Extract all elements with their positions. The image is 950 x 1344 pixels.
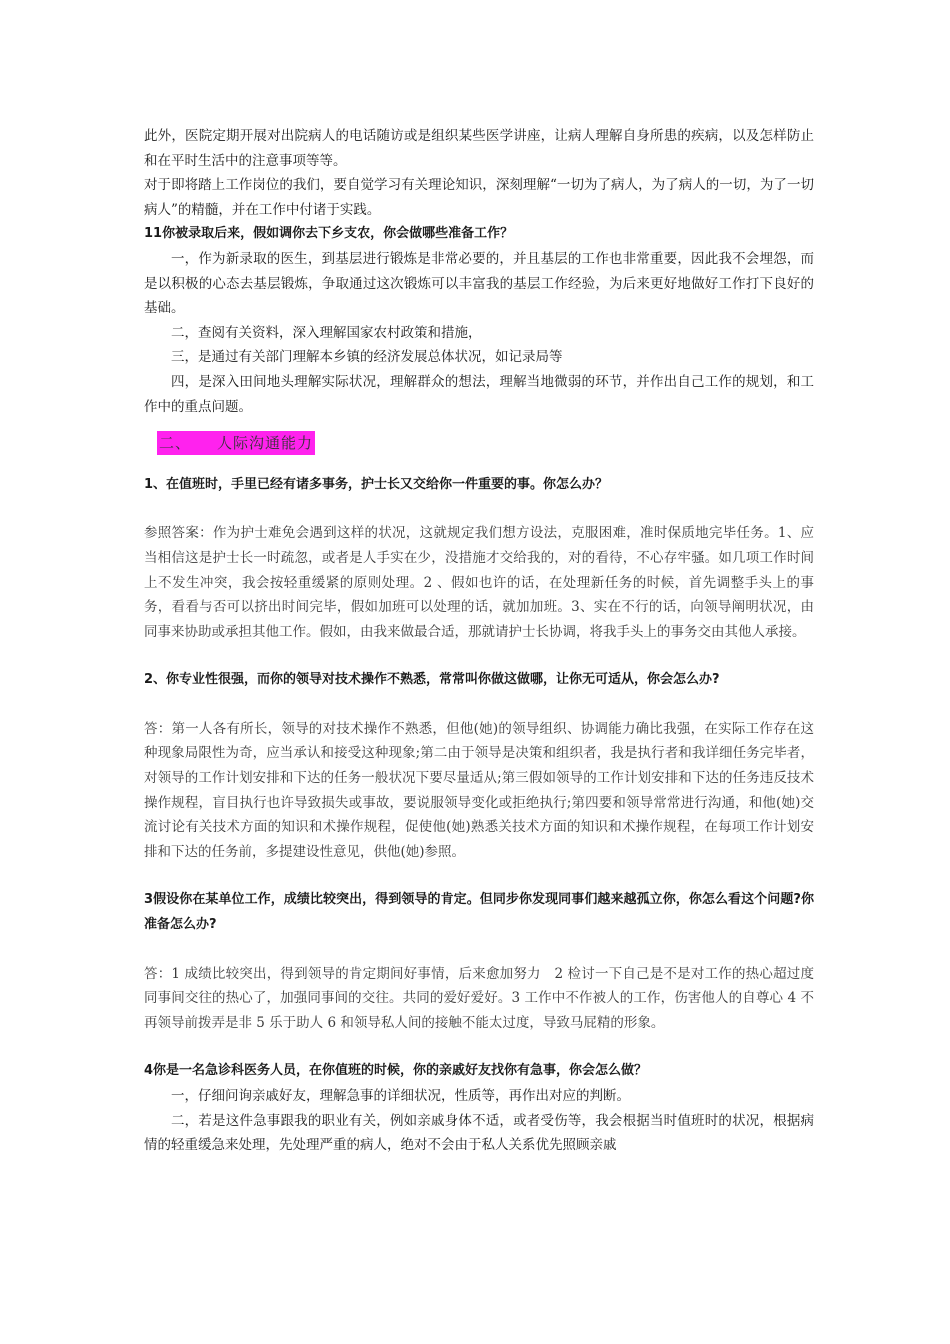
section-title: 人际沟通能力 bbox=[217, 434, 314, 453]
section-number: 二、 bbox=[159, 434, 192, 453]
paragraph-practice: 对于即将踏上工作岗位的我们，要自觉学习有关理论知识，深刻理解“一切为了病人，为了病人的一切，为了一切病人”的精髓，并在工作中付诸于实践。 bbox=[144, 177, 814, 218]
question-1: 1、在值班时，手里已经有诸多事务，护士长又交给你一件重要的事。你怎么办？ bbox=[144, 476, 609, 492]
answer-11-point-4: 四，是深入田间地头理解实际状况，理解群众的想法，理解当地微弱的环节，并作出自己工作的规划，和工作中的重点问题。 bbox=[144, 373, 814, 415]
answer-2: 答：第一人各有所长，领导的对技术操作不熟悉，但他(她)的领导组织、协调能力确比我强，在实际工作存在这种现象局限性为奇，应当承认和接受这种现象;第二由于领导是决策和组织者，我是执行者和我详细任务完毕者，对领导的工作计划安排和下达的任务一般状况下要尽量适从;第三假如领导的工作计划安排和下达的任务违反技术操作规程，盲目执行也许导致损失或事故，要说服领导变化或拒绝执行;第四要和领导常常进行沟通，和他(她)交流讨论有关技术方面的知识和术操作规程，促使他(她)熟悉关技术方面的知识和术操作规程，在每项工作计划安排和下达的任务前，多提建设性意见，供他(她)参照。 bbox=[144, 720, 814, 860]
question-3: 3假设你在某单位工作，成绩比较突出，得到领导的肯定。但同步你发现同事们越来越孤立你，你怎么看这个问题?你准备怎么办? bbox=[144, 892, 814, 933]
question-11: 11你被录取后来，假如调你去下乡支农，你会做哪些准备工作？ bbox=[144, 226, 514, 242]
section-heading-wrap bbox=[157, 431, 814, 457]
question-2: 2、你专业性很强，而你的领导对技术操作不熟悉，常常叫你做这做哪，让你无可适从，你会怎么办? bbox=[144, 672, 720, 688]
paragraph-follow-up: 此外，医院定期开展对出院病人的电话随访或是组织某些医学讲座，让病人理解自身所患的疾病，以及怎样防止和在平时生活中的注意事项等等。 bbox=[144, 128, 814, 169]
document-body bbox=[144, 124, 814, 1158]
answer-3: 答：1 成绩比较突出，得到领导的肯定期间好事情，后来愈加努力 2 检讨一下自己是不是对工作的热心超过度同事间交往的热心了，加强同事间的交往。共同的爱好爱好。3 工作中不作被人的工作，伤害他人的自尊心 4 不再领导前拨弄是非 5 乐于助人 6 和领导私人间的接触不能太过度，导致马屁精的形象。 bbox=[144, 965, 814, 1031]
answer-4-point-1: 一，仔细问询亲戚好友，理解急事的详细状况，性质等，再作出对应的判断。 bbox=[171, 1088, 630, 1104]
answer-11-point-3: 三，是通过有关部门理解本乡镇的经济发展总体状况，如记录局等 bbox=[171, 349, 563, 366]
answer-4-point-2: 二，若是这件急事跟我的职业有关，例如亲戚身体不适，或者受伤等，我会根据当时值班时的状况，根据病情的轻重缓急来处理，先处理严重的病人，绝对不会由于私人关系优先照顾亲戚 bbox=[144, 1112, 814, 1154]
question-4: 4你是一名急诊科医务人员，在你值班的时候，你的亲戚好友找你有急事，你会怎么做？ bbox=[144, 1063, 648, 1079]
answer-1: 参照答案：作为护士难免会遇到这样的状况，这就规定我们想方设法，克服困难，准时保质地完毕任务。1、应当相信这是护士长一时疏忽，或者是人手实在少，没措施才交给我的，对的看待，不心存牢骚。如几项工作时间上不发生冲突，我会按轻重缓紧的原则处理。2 、假如也许的话，在处理新任务的时候，首先调整手头上的事务，看看与否可以挤出时间完毕，假如加班可以处理的话，就加加班。3、实在不行的话，向领导阐明状况，由同事来协助或承担其他工作。假如，由我来做最合适，那就请护士长协调，将我手头上的事务交由其他人承接。 bbox=[144, 525, 814, 640]
answer-11-point-1: 一，作为新录取的医生，到基层进行锻炼是非常必要的，并且基层的工作也非常重要，因此我不会埋怨，而是以积极的心态去基层锻炼，争取通过这次锻炼可以丰富我的基层工作经验，为后来更好地做好工作打下良好的基础。 bbox=[144, 250, 814, 317]
answer-11-point-2: 二，查阅有关资料，深入理解国家农村政策和措施， bbox=[171, 324, 482, 341]
section-heading-highlight bbox=[157, 431, 315, 455]
